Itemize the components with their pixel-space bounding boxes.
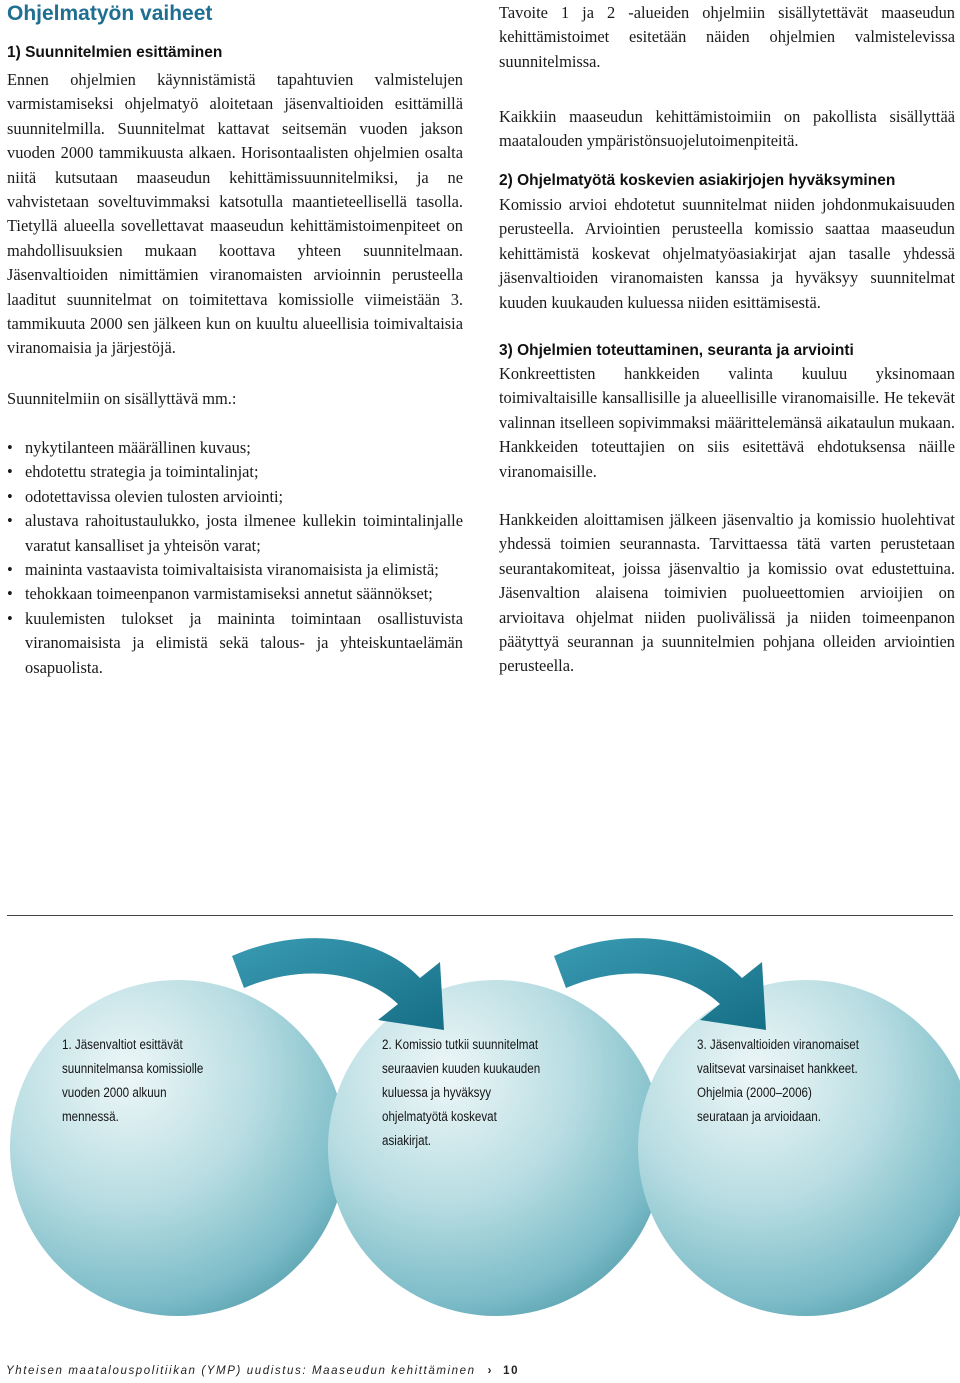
- step-1-text: [62, 1033, 203, 1129]
- process-diagram: [0, 918, 960, 1338]
- step-3-line: 3. Jäsenvaltioiden viranomaiset: [697, 1037, 859, 1052]
- step-3-line: valitsevat varsinaiset hankkeet.: [697, 1061, 858, 1076]
- step-1-line: vuoden 2000 alkuun: [62, 1085, 167, 1100]
- step-1-sphere: [10, 980, 346, 1316]
- step-3-line: seurataan ja arvioidaan.: [697, 1109, 821, 1124]
- list-intro: Suunnitelmiin on sisällyttävä mm.:: [7, 389, 237, 408]
- section-3-paragraph-2: Hankkeiden aloittamisen jälkeen jäsenvaltio ja komissio huolehtivat yhdessä toimien seurannasta. Tarvittaessa tätä varten perustetaan seurantakomiteat, joissa jäsenvaltio ja komissio ovat edustettuina. Jäsenvaltion alaisena toimivien puolueettomien arvioijien on arvioitava ohjelmat niiden puolivälissä ja niiden toimeenpanon päätyttyä seurannan ja suunnitelmien pohjana olleiden arviointien perusteella.: [499, 510, 955, 676]
- list-item: • alustava rahoitustaulukko, josta ilmenee kullekin toimintalinjalle varatut kansalliset ja yhteisön varat;: [7, 509, 463, 558]
- step-3-sphere: [638, 980, 960, 1316]
- list-item: • ehdotettu strategia ja toimintalinjat;: [7, 460, 463, 484]
- requirements-list: [7, 436, 463, 680]
- list-item: • nykytilanteen määrällinen kuvaus;: [7, 436, 463, 460]
- section-1-right-paragraph-2: Kaikkiin maaseudun kehittämistoimiin on pakollista sisällyttää maatalouden ympäristönsuojelutoimenpiteitä.: [499, 107, 955, 151]
- section-2-paragraph: Komissio arvioi ehdotetut suunnitelmat niiden johdonmukaisuuden perusteella. Arviointien perusteella komissio saattaa maaseudun kehittämistä koskevat ohjelmatyöasiakirjat ajan tasalle yhdessä jäsenvaltioiden viranomaisten kanssa ja hyväksyy suunnitelmat kuuden kuukauden kuluessa niiden esittämisestä.: [499, 195, 955, 312]
- step-2-line: 2. Komissio tutkii suunnitelmat: [382, 1037, 539, 1052]
- chevron-right-icon: ›: [487, 1365, 494, 1377]
- step-2-line: kuluessa ja hyväksyy: [382, 1085, 492, 1100]
- page-number: 10: [503, 1365, 520, 1377]
- step-2-line: seuraavien kuuden kuukauden: [382, 1061, 541, 1076]
- step-3-line: Ohjelmia (2000–2006): [697, 1085, 812, 1100]
- step-1-line: suunnitelmansa komissiolle: [62, 1061, 204, 1076]
- page-title: Ohjelmatyön vaiheet: [7, 2, 213, 25]
- list-item: • odotettavissa olevien tulosten arviointi;: [7, 485, 463, 509]
- list-item: • kuulemisten tulokset ja maininta toimintaan osallistuvista viranomaisista ja elimistä sekä talous- ja yhteiskuntaelämän osapuolista.: [7, 607, 463, 680]
- page-footer: [6, 1365, 519, 1377]
- step-3-text: [697, 1033, 859, 1129]
- section-1-right-paragraph-1: Tavoite 1 ja 2 -alueiden ohjelmiin sisällytettävät maaseudun kehittämistoimet esitetään näiden ohjelmien valmistelevissa suunnitelmissa.: [499, 3, 955, 71]
- list-item: • tehokkaan toimeenpanon varmistamiseksi annetut säännökset;: [7, 582, 463, 606]
- section-3-paragraph-1: Konkreettisten hankkeiden valinta kuuluu yksinomaan toimivaltaisille kansallisille ja alueellisille viranomaisille. He tekevät valinnan itselleen sopivimmaksi määrittelemänsä aikataulun mukaan. Hankkeiden toteuttajien on siis esitettävä ehdotuksensa näille viranomaisille.: [499, 364, 955, 481]
- step-2-line: ohjelmatyötä koskevat: [382, 1109, 497, 1124]
- section-3-heading: 3) Ohjelmien toteuttaminen, seuranta ja arviointi: [499, 342, 854, 359]
- divider-line: [7, 915, 953, 916]
- footer-title: Yhteisen maatalouspolitiikan (YMP) uudistus: Maaseudun kehittäminen: [6, 1365, 476, 1377]
- list-item: • maininta vastaavista toimivaltaisista viranomaisista ja elimistä;: [7, 558, 463, 582]
- step-1-line: 1. Jäsenvaltiot esittävät: [62, 1037, 183, 1052]
- step-2-line: asiakirjat.: [382, 1133, 432, 1148]
- section-2-heading: 2) Ohjelmatyötä koskevien asiakirjojen hyväksyminen: [499, 172, 896, 189]
- section-1-paragraph: Ennen ohjelmien käynnistämistä tapahtuvien valmistelujen varmistamiseksi ohjelmatyö aloitetaan jäsenvaltioiden esittämillä suunnitelmilla. Suunnitelmat kattavat seitsemän vuoden jakson vuoden 2000 tammikuusta alkaen. Horisontaalisten ohjelmien osalta niitä kutsutaan maaseudun kehittämissuunnitelmiksi, ja ne vahvistetaan soveltuvimmaksi katsotulla maantieteellisellä tasolla. Tietyllä alueella sovellettavat maaseudun kehittämistoimenpiteet on mahdollisuuksien mukaan koottava yhteen suunnitelmaan. Jäsenvaltioiden nimittämien viranomaisten arvioinnin perusteella laaditut suunnitelmat on toimitettava komissiolle viimeistään 3. tammikuuta 2000 sen jälkeen kun on kuultu alueellisia toimivaltaisia viranomaisia ja järjestöjä.: [7, 70, 463, 358]
- section-1-heading: 1) Suunnitelmien esittäminen: [7, 44, 223, 61]
- step-1-line: mennessä.: [62, 1109, 119, 1124]
- step-2-text: [382, 1033, 540, 1153]
